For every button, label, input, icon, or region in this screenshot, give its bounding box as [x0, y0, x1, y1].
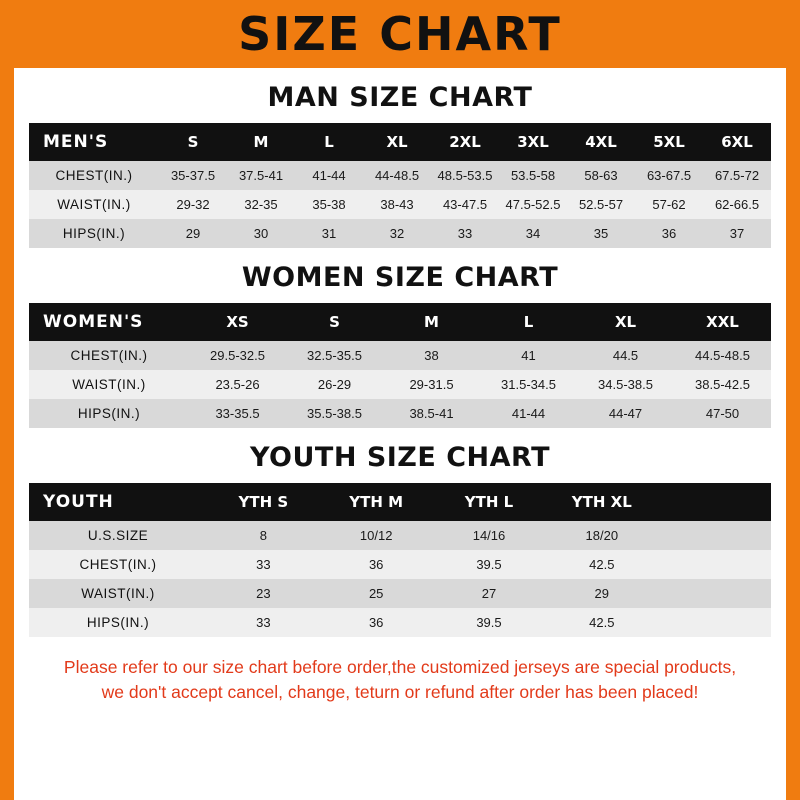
table-cell: 35.5-38.5	[286, 399, 383, 428]
table-cell: 48.5-53.5	[431, 161, 499, 190]
table-cell: 41-44	[295, 161, 363, 190]
table-row	[29, 190, 771, 219]
table-cell: 32.5-35.5	[286, 341, 383, 370]
table-header-row	[29, 483, 771, 521]
column-header: XS	[189, 303, 286, 341]
column-header: 6XL	[703, 123, 771, 161]
table-cell: 32-35	[227, 190, 295, 219]
table-cell: 8	[207, 521, 320, 550]
table-cell: 41	[480, 341, 577, 370]
column-header: WOMEN'S	[29, 303, 189, 341]
row-label: WAIST(IN.)	[29, 579, 207, 608]
table-cell: 37	[703, 219, 771, 248]
column-header: M	[383, 303, 480, 341]
table-cell: 35-38	[295, 190, 363, 219]
table-cell: 33	[207, 550, 320, 579]
table-row	[29, 399, 771, 428]
table-cell: 52.5-57	[567, 190, 635, 219]
table-cell: 14/16	[433, 521, 546, 550]
table-cell: 33	[207, 608, 320, 637]
table-cell: 39.5	[433, 550, 546, 579]
row-label: CHEST(IN.)	[29, 550, 207, 579]
table-row	[29, 550, 771, 579]
youth-size-table	[29, 483, 771, 637]
table-row	[29, 579, 771, 608]
column-header: 3XL	[499, 123, 567, 161]
page-banner	[0, 0, 800, 68]
table-cell-empty	[658, 550, 771, 579]
row-label: WAIST(IN.)	[29, 370, 189, 399]
table-cell: 44.5	[577, 341, 674, 370]
section-title-women: WOMEN SIZE CHART	[241, 262, 559, 293]
table-cell: 47-50	[674, 399, 771, 428]
column-header: XL	[363, 123, 431, 161]
table-cell: 38	[383, 341, 480, 370]
chart-content	[14, 82, 786, 706]
table-cell: 37.5-41	[227, 161, 295, 190]
table-cell: 34.5-38.5	[577, 370, 674, 399]
table-cell: 44.5-48.5	[674, 341, 771, 370]
table-cell: 42.5	[545, 608, 658, 637]
page-title: SIZE CHART	[238, 7, 562, 61]
row-label: HIPS(IN.)	[29, 219, 159, 248]
row-label: CHEST(IN.)	[29, 341, 189, 370]
table-cell: 29-31.5	[383, 370, 480, 399]
table-cell: 42.5	[545, 550, 658, 579]
footer-note-line-1: Please refer to our size chart before order,the customized jerseys are special products,	[63, 657, 737, 677]
table-cell: 23	[207, 579, 320, 608]
table-cell: 26-29	[286, 370, 383, 399]
row-label: WAIST(IN.)	[29, 190, 159, 219]
man-size-table	[29, 123, 771, 248]
table-cell: 44-48.5	[363, 161, 431, 190]
table-cell-empty	[658, 521, 771, 550]
table-cell-empty	[658, 608, 771, 637]
table-cell: 38.5-41	[383, 399, 480, 428]
column-header: YTH S	[207, 483, 320, 521]
table-header-row	[29, 303, 771, 341]
row-label: CHEST(IN.)	[29, 161, 159, 190]
column-header: YTH M	[320, 483, 433, 521]
table-cell: 39.5	[433, 608, 546, 637]
table-cell: 27	[433, 579, 546, 608]
table-cell: 31.5-34.5	[480, 370, 577, 399]
table-cell: 30	[227, 219, 295, 248]
table-cell: 29	[545, 579, 658, 608]
column-header: 2XL	[431, 123, 499, 161]
table-row	[29, 341, 771, 370]
table-cell: 38-43	[363, 190, 431, 219]
column-header: YOUTH	[29, 483, 207, 521]
table-cell: 41-44	[480, 399, 577, 428]
women-size-table	[29, 303, 771, 428]
table-cell: 32	[363, 219, 431, 248]
table-cell: 44-47	[577, 399, 674, 428]
row-label: U.S.SIZE	[29, 521, 207, 550]
table-cell: 67.5-72	[703, 161, 771, 190]
column-header: XL	[577, 303, 674, 341]
table-cell: 29	[159, 219, 227, 248]
table-cell: 25	[320, 579, 433, 608]
table-cell: 36	[635, 219, 703, 248]
table-cell: 35	[567, 219, 635, 248]
table-cell: 33	[431, 219, 499, 248]
table-cell: 36	[320, 608, 433, 637]
table-cell: 53.5-58	[499, 161, 567, 190]
table-row	[29, 161, 771, 190]
row-label: HIPS(IN.)	[29, 608, 207, 637]
column-header: S	[159, 123, 227, 161]
section-title-youth: YOUTH SIZE CHART	[249, 442, 551, 473]
row-label: HIPS(IN.)	[29, 399, 189, 428]
table-cell: 58-63	[567, 161, 635, 190]
table-cell: 29.5-32.5	[189, 341, 286, 370]
table-row	[29, 370, 771, 399]
footer-note-line-2: we don't accept cancel, change, teturn or refund after order has been placed!	[101, 682, 699, 703]
column-header: L	[480, 303, 577, 341]
column-header: YTH XL	[545, 483, 658, 521]
table-cell: 63-67.5	[635, 161, 703, 190]
table-header-row	[29, 123, 771, 161]
table-row	[29, 219, 771, 248]
table-cell-empty	[658, 579, 771, 608]
table-cell: 43-47.5	[431, 190, 499, 219]
table-cell: 47.5-52.5	[499, 190, 567, 219]
table-row	[29, 608, 771, 637]
table-cell: 33-35.5	[189, 399, 286, 428]
table-cell: 38.5-42.5	[674, 370, 771, 399]
table-cell: 57-62	[635, 190, 703, 219]
column-header: XXL	[674, 303, 771, 341]
table-cell: 31	[295, 219, 363, 248]
table-row	[29, 521, 771, 550]
table-cell: 34	[499, 219, 567, 248]
table-cell: 23.5-26	[189, 370, 286, 399]
column-header-spacer	[658, 483, 771, 521]
table-cell: 62-66.5	[703, 190, 771, 219]
footer-note	[24, 655, 776, 706]
table-cell: 10/12	[320, 521, 433, 550]
column-header: M	[227, 123, 295, 161]
table-cell: 36	[320, 550, 433, 579]
column-header: 4XL	[567, 123, 635, 161]
column-header: 5XL	[635, 123, 703, 161]
section-title-man: MAN SIZE CHART	[267, 82, 533, 113]
table-cell: 35-37.5	[159, 161, 227, 190]
table-cell: 18/20	[545, 521, 658, 550]
column-header: S	[286, 303, 383, 341]
column-header: MEN'S	[29, 123, 159, 161]
column-header: YTH L	[433, 483, 546, 521]
column-header: L	[295, 123, 363, 161]
table-cell: 29-32	[159, 190, 227, 219]
